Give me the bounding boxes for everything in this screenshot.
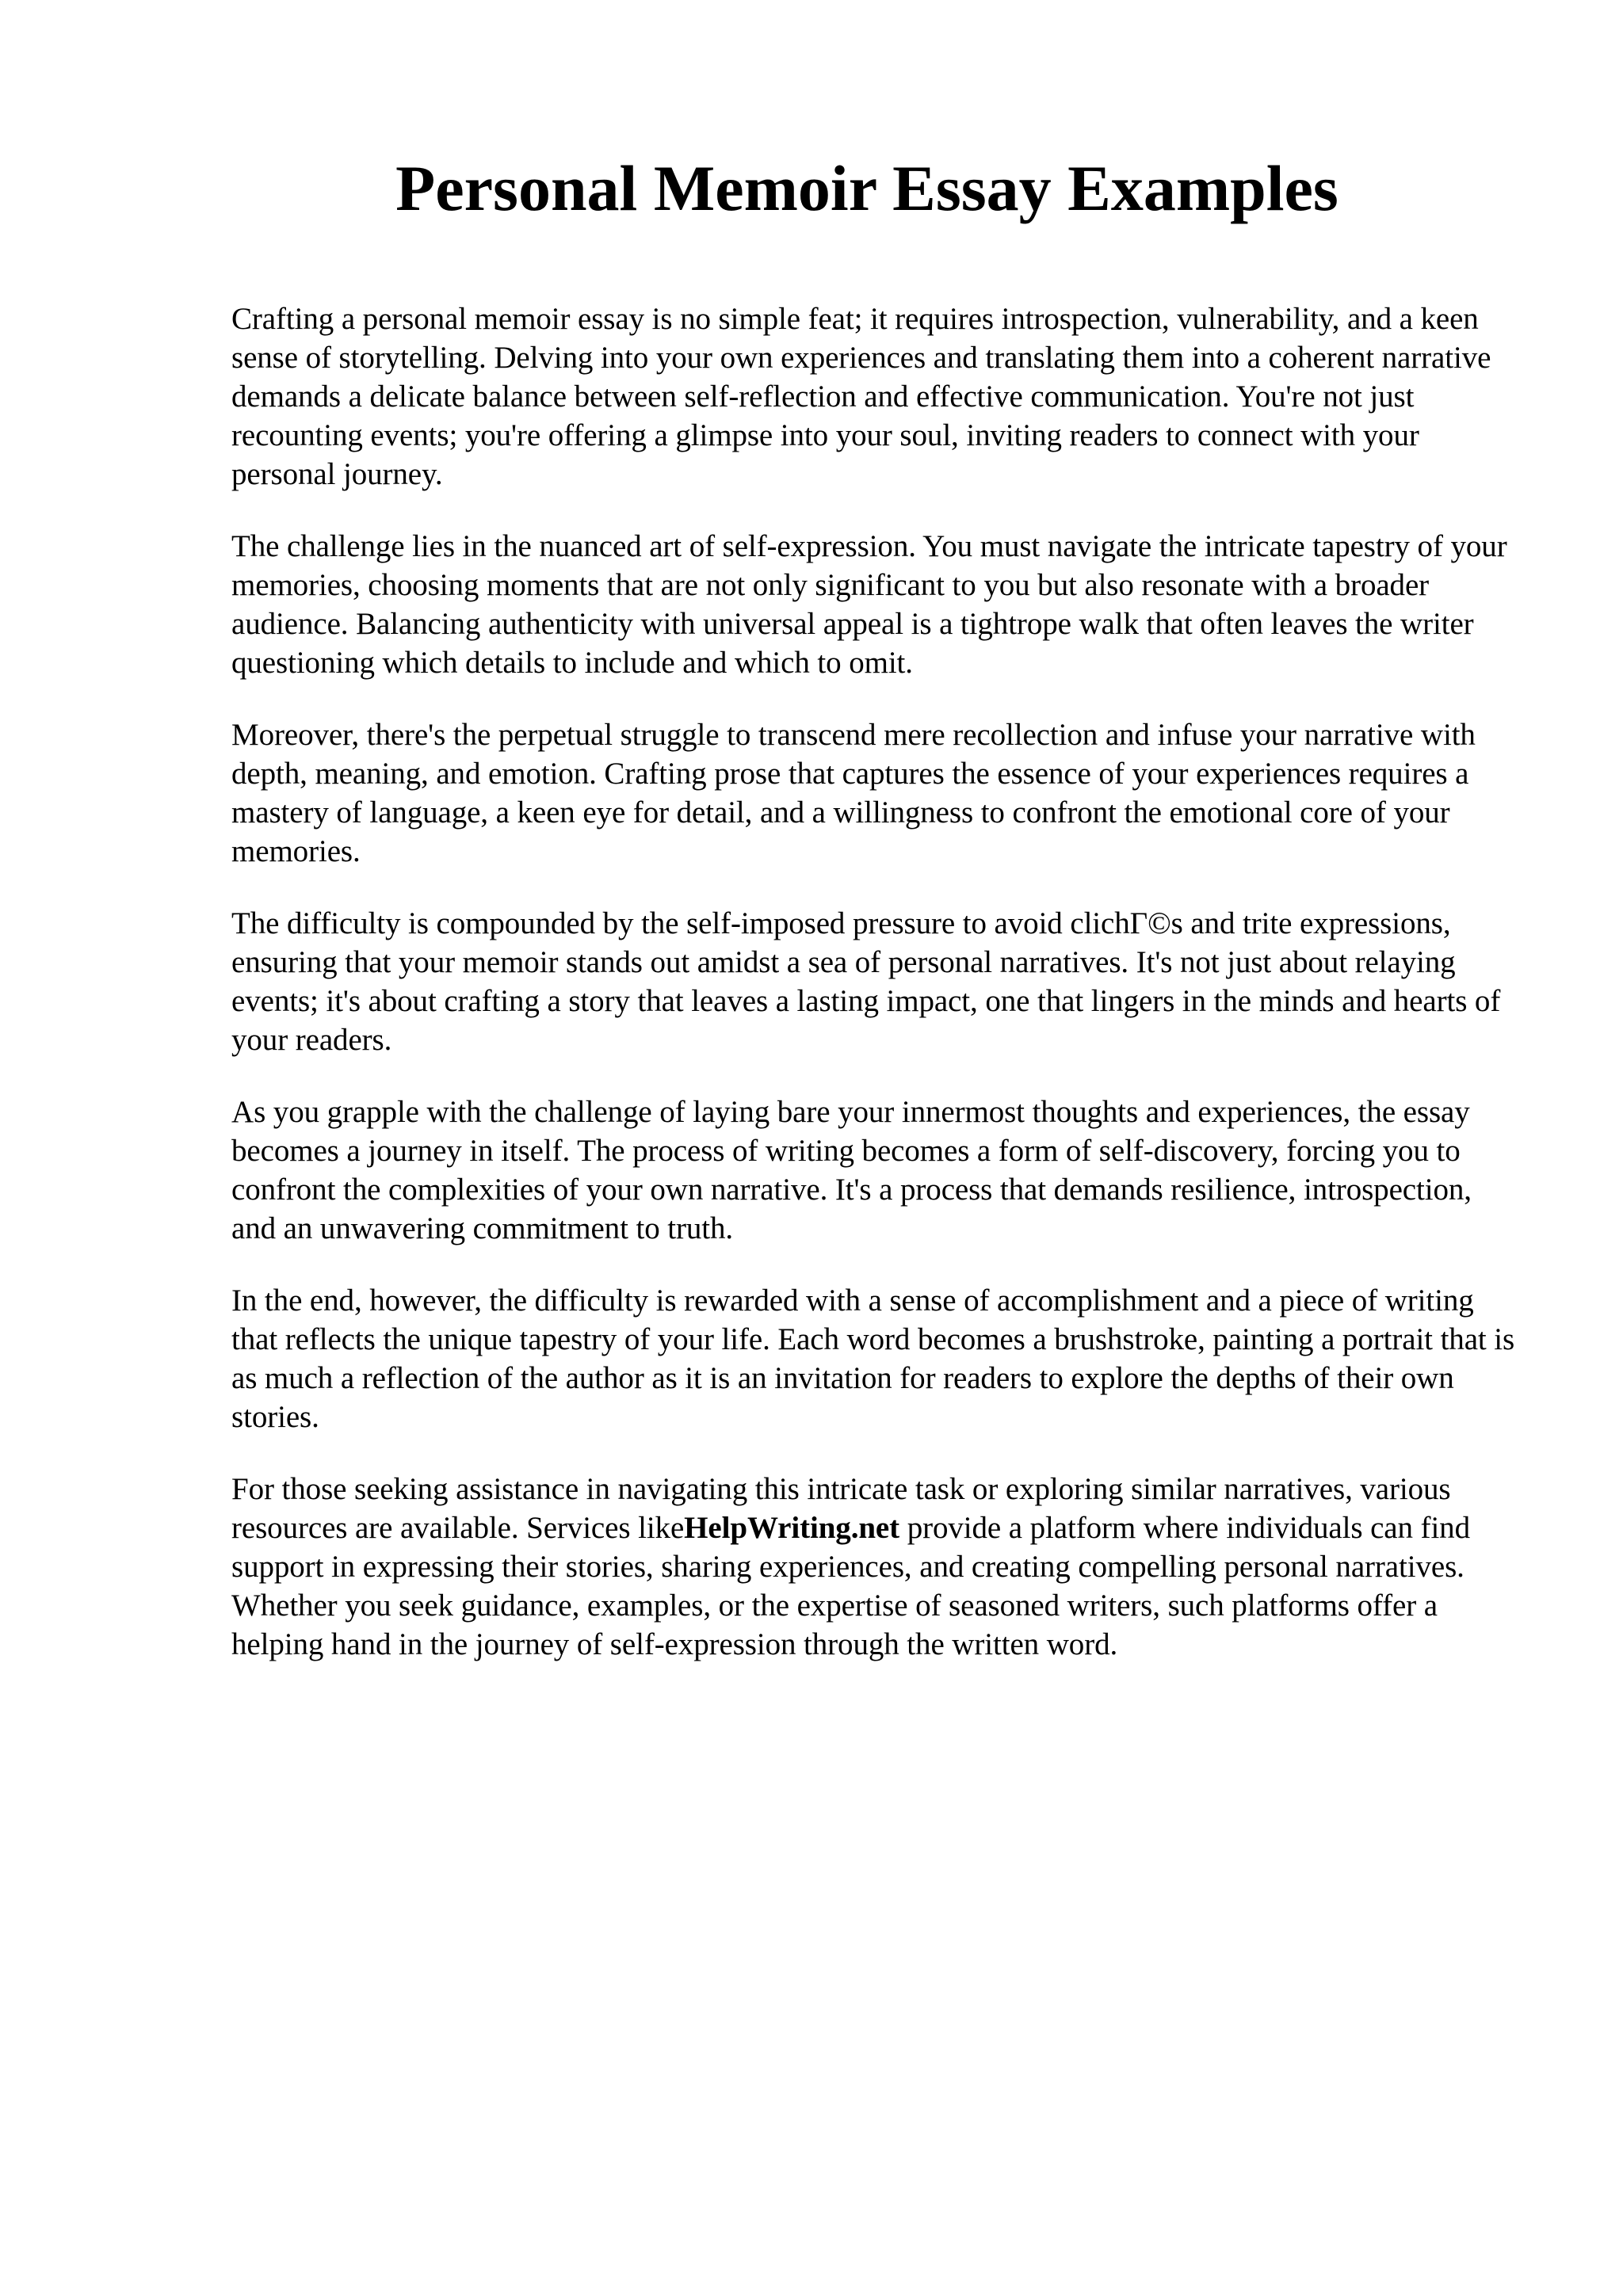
- paragraph-7-rest: provide a platform where individuals can find support in expressing their stories, sharing experiences, and creating compelling personal narratives. Whether you seek guidance, examples, or the expertise of seasoned writers, such platforms offer a helping hand in the journey of self-expression through the written word.: [231, 1511, 1470, 1661]
- essay-body: [231, 299, 1515, 1697]
- page-title: Personal Memoir Essay Examples: [395, 152, 1338, 224]
- paragraph-3: Moreover, there's the perpetual struggle to transcend mere recollection and infuse your narrative with depth, meaning, and emotion. Crafting prose that captures the essence of your experiences requires a mastery of language, a keen eye for detail, and a willingness to confront the emotional core of your memories.: [231, 718, 1476, 868]
- paragraph-2: The challenge lies in the nuanced art of self-expression. You must navigate the intricate tapestry of your memories, choosing moments that are not only significant to you but also resonate with a broader audience. Balancing authenticity with universal appeal is a tightrope walk that often leaves the writer questioning which details to include and which to omit.: [231, 529, 1507, 680]
- paragraph-7-intro: For those seeking assistance in navigating this intricate task or exploring similar narratives, various resources are available. Services like: [231, 1472, 1451, 1545]
- paragraph-6: In the end, however, the difficulty is rewarded with a sense of accomplishment and a piece of writing that reflects the unique tapestry of your life. Each word becomes a brushstroke, painting a portrait that is as much a reflection of the author as it is an invitation for readers to explore the depths of their own stories.: [231, 1283, 1515, 1434]
- paragraph-4: The difficulty is compounded by the self-imposed pressure to avoid clichΓ©s and trite expressions, ensuring that your memoir stands out amidst a sea of personal narratives. It's not just about relaying events; it's about crafting a story that leaves a lasting impact, one that lingers in the minds and hearts of your readers.: [231, 906, 1501, 1057]
- paragraph-7: [231, 1470, 1515, 1664]
- paragraph-5: As you grapple with the challenge of laying bare your innermost thoughts and experiences, the essay becomes a journey in itself. The process of writing becomes a form of self-discovery, forcing you to confront the complexities of your own narrative. It's a process that demands resilience, introspection, and an unwavering commitment to truth.: [231, 1095, 1472, 1245]
- paragraph-1: Crafting a personal memoir essay is no simple feat; it requires introspection, vulnerability, and a keen sense of storytelling. Delving into your own experiences and translating them into a coherent narrative demands a delicate balance between self-reflection and effective communication. You're not just recounting events; you're offering a glimpse into your soul, inviting readers to connect with your personal journey.: [231, 302, 1491, 491]
- helpwriting-link[interactable]: HelpWriting.net: [684, 1511, 900, 1545]
